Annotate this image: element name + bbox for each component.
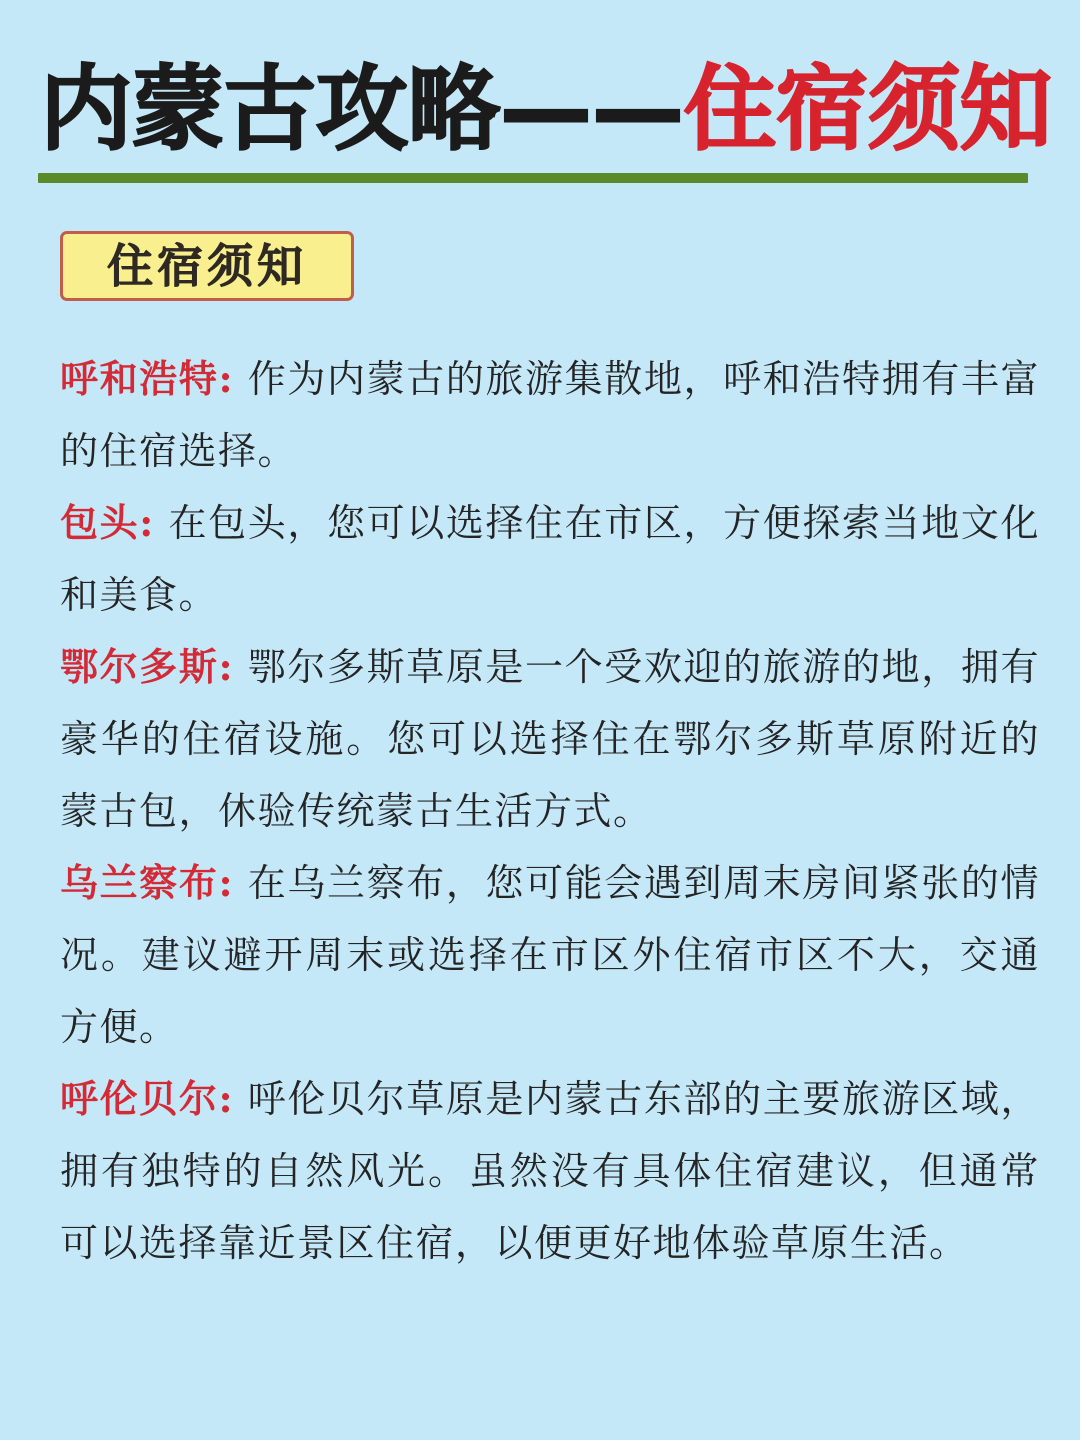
entry-text: 在包头，您可以选择住在市区，方便探索当地文化和美食。 — [60, 501, 1040, 617]
list-item-ulanqab — [60, 847, 1040, 1063]
list-item-ordos — [60, 631, 1040, 847]
title-underline — [38, 173, 1028, 183]
section-badge — [60, 231, 354, 301]
list-item-hohhot — [60, 343, 1040, 487]
city-label: 呼伦贝尔: — [60, 1076, 235, 1121]
entry-text: 作为内蒙古的旅游集散地，呼和浩特拥有丰富的住宿选择。 — [60, 357, 1040, 473]
list-item-baotou — [60, 487, 1040, 631]
title-accent: 住宿须知 — [684, 56, 1053, 163]
city-label: 乌兰察布: — [60, 860, 235, 905]
city-label: 鄂尔多斯: — [60, 644, 235, 689]
city-label: 呼和浩特: — [60, 356, 235, 401]
entry-text: 鄂尔多斯草原是一个受欢迎的旅游的地，拥有豪华的住宿设施。您可以选择住在鄂尔多斯草原附近的蒙古包，休验传统蒙古生活方式。 — [60, 645, 1040, 833]
title-main: 内蒙古攻略—— — [40, 56, 685, 163]
content-list — [60, 343, 1040, 1279]
page-title — [40, 50, 1053, 170]
entry-text: 呼伦贝尔草原是内蒙古东部的主要旅游区域，拥有独特的自然风光。虽然没有具体住宿建议，但通常可以选择靠近景区住宿，以便更好地体验草原生活。 — [60, 1077, 1040, 1265]
city-label: 包头: — [60, 500, 155, 545]
section-badge-label: 住宿须知 — [107, 239, 307, 293]
entry-text: 在乌兰察布，您可能会遇到周末房间紧张的情况。建议避开周末或选择在市区外住宿市区不大，交通方便。 — [60, 861, 1040, 1049]
list-item-hulunbuir — [60, 1063, 1040, 1279]
